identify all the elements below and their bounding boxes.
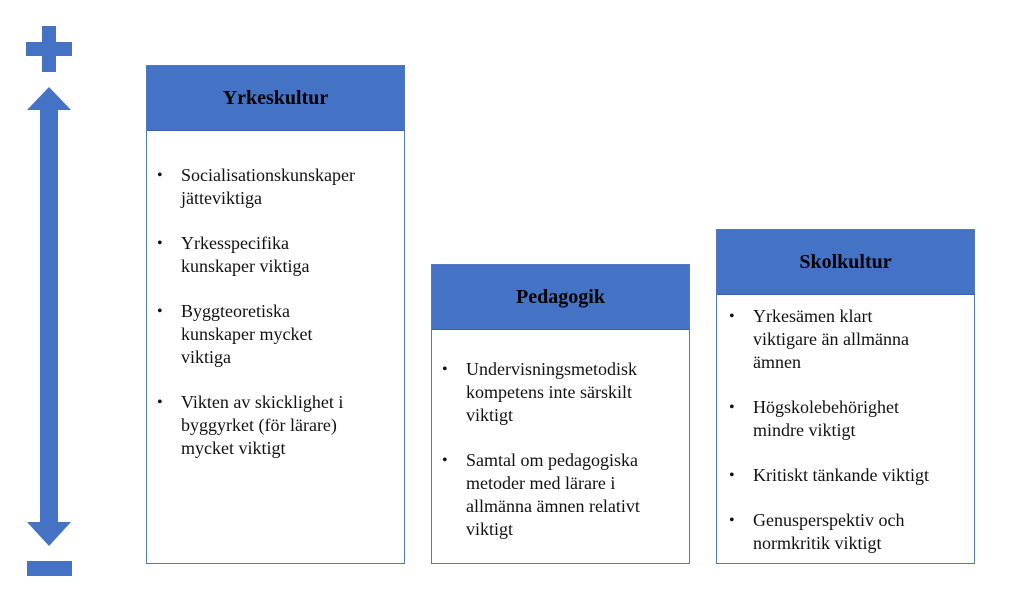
item-list [147,131,404,460]
importance-scale [0,0,100,614]
box-skolkultur [716,229,975,564]
minus-icon [27,561,72,576]
box-title: Pedagogik [432,265,689,330]
item-list [432,330,689,541]
list-item: • Vikten av skicklighet i byggyrket (för lärare) mycket viktigt [181,391,396,460]
list-item: • Socialisationskunskaper jätteviktiga [181,164,396,210]
list-item: • Samtal om pedagogiska metoder med lärare i allmänna ämnen relativt viktigt [466,449,681,541]
list-item: • Byggteoretiska kunskaper mycket viktiga [181,300,396,369]
list-item: • Yrkesspecifika kunskaper viktiga [181,232,396,278]
box-title: Skolkultur [717,230,974,295]
box-yrkeskultur [146,65,405,564]
item-list [717,295,974,555]
list-item: • Undervisningsmetodisk kompetens inte särskilt viktigt [466,358,681,427]
box-pedagogik [431,264,690,564]
double-arrow-icon [27,87,71,546]
box-title: Yrkeskultur [147,66,404,131]
list-item: • Yrkesämen klart viktigare än allmänna ämnen [753,305,966,374]
list-item: • Högskolebehörighet mindre viktigt [753,396,966,442]
list-item: • Kritiskt tänkande viktigt [753,464,966,487]
plus-icon [26,26,72,72]
list-item: • Genusperspektiv och normkritik viktigt [753,509,966,555]
